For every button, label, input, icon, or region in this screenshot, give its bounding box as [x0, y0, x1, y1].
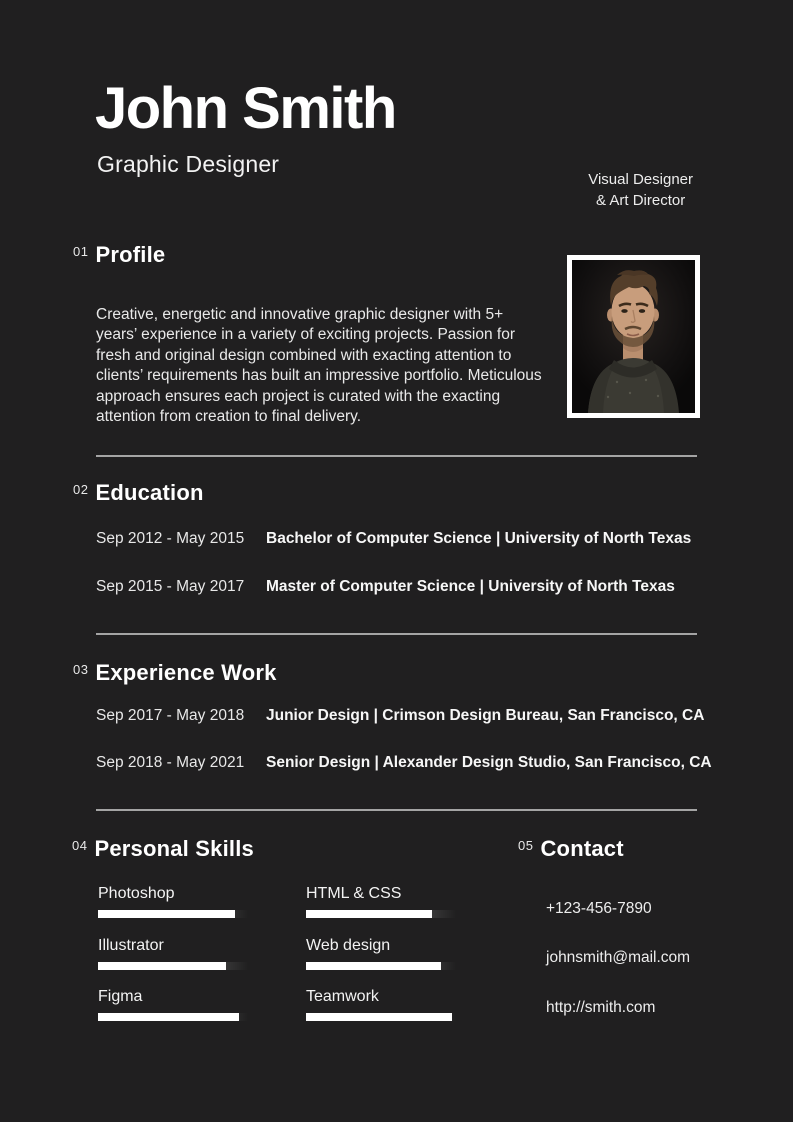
contact-phone: +123-456-7890 — [546, 900, 652, 917]
education-row — [96, 530, 716, 548]
skill-item — [98, 988, 248, 1021]
skill-bar-fill — [306, 962, 441, 970]
section-title-profile: Profile — [95, 242, 166, 267]
section-head-experience — [73, 661, 277, 685]
skill-label: HTML & CSS — [306, 885, 402, 902]
skill-bar-fill — [306, 1013, 452, 1021]
skill-label: Teamwork — [306, 988, 379, 1005]
row-detail: Junior Design | Crimson Design Bureau, San Francisco, CA — [266, 707, 705, 724]
section-title-experience: Experience Work — [95, 660, 277, 685]
experience-row — [96, 707, 716, 725]
contact-email: johnsmith@mail.com — [546, 949, 691, 966]
row-dates: Sep 2015 - May 2017 — [96, 578, 245, 595]
tagline-line-2: & Art Director — [596, 192, 686, 209]
skill-item — [306, 988, 456, 1021]
row-dates: Sep 2017 - May 2018 — [96, 707, 245, 724]
skill-label: Web design — [306, 937, 391, 954]
row-detail: Senior Design | Alexander Design Studio, San Francisco, CA — [266, 754, 712, 771]
row-detail: Master of Computer Science | University of North Texas — [266, 578, 675, 595]
skill-bar-fill — [98, 1013, 239, 1021]
skill-bar-fill — [306, 910, 432, 918]
skill-item — [98, 937, 248, 970]
contact-website: http://smith.com — [546, 999, 656, 1016]
row-dates: Sep 2018 - May 2021 — [96, 754, 245, 771]
header-tagline — [588, 169, 693, 211]
portrait-illustration — [572, 260, 695, 413]
section-head-contact — [518, 837, 624, 861]
profile-photo — [567, 255, 700, 418]
row-detail: Bachelor of Computer Science | University of North Texas — [266, 530, 692, 547]
skill-item — [306, 937, 456, 970]
section-divider — [96, 633, 697, 635]
skill-item — [98, 885, 248, 918]
section-number: 05 — [518, 838, 534, 853]
person-role: Graphic Designer — [97, 151, 280, 177]
skill-label: Photoshop — [98, 885, 175, 902]
skill-item — [306, 885, 456, 918]
section-head-skills — [72, 837, 254, 861]
skill-label: Figma — [98, 988, 143, 1005]
skill-bar-track — [98, 962, 248, 970]
section-number: 01 — [73, 244, 89, 259]
section-divider — [96, 809, 697, 811]
section-number: 03 — [73, 662, 89, 677]
experience-row — [96, 754, 716, 772]
skill-bar-fill — [98, 910, 235, 918]
skill-bar-track — [306, 962, 456, 970]
section-title-contact: Contact — [540, 836, 624, 861]
person-name: John Smith — [95, 76, 396, 141]
section-title-education: Education — [95, 480, 204, 505]
section-divider — [96, 455, 697, 457]
skill-bar-track — [306, 910, 456, 918]
section-number: 04 — [72, 838, 88, 853]
section-title-skills: Personal Skills — [94, 836, 254, 861]
tagline-line-1: Visual Designer — [588, 171, 693, 188]
section-head-education — [73, 481, 204, 505]
profile-summary-text: Creative, energetic and innovative graphic designer with 5+ years’ experience in a variety of exciting projects. Passion for fresh and original design combined with exacting attention to clients’ requirements has built an impressive portfolio. Meticulous approach ensures each project is curated with the exacting attention from creation to final delivery. — [96, 305, 542, 425]
skill-label: Illustrator — [98, 937, 164, 954]
education-row — [96, 578, 716, 596]
skill-bar-track — [306, 1013, 456, 1021]
skill-bar-track — [98, 1013, 248, 1021]
row-dates: Sep 2012 - May 2015 — [96, 530, 245, 547]
skill-bar-track — [98, 910, 248, 918]
section-number: 02 — [73, 482, 89, 497]
skill-bar-fill — [98, 962, 226, 970]
section-head-profile — [73, 243, 165, 267]
